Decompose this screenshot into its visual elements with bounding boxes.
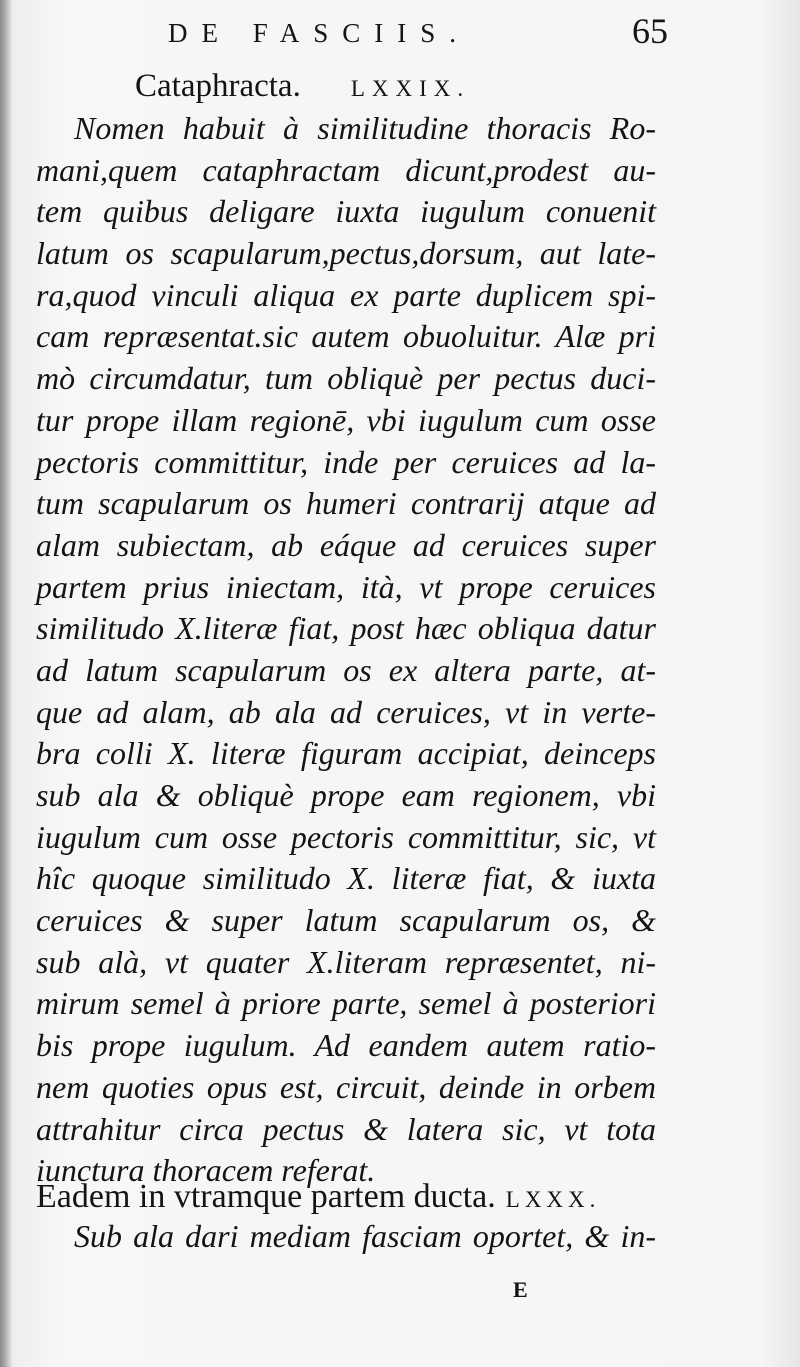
text-line: iunctura thoracem referat. (36, 1152, 376, 1189)
text-line: ceruices & super latum scapularum os, & (36, 902, 656, 939)
section-body-lxxix (36, 108, 656, 1192)
page-number: 65 (632, 11, 668, 51)
section-number: LXXX. (505, 1187, 601, 1212)
text-line: bra colli X. literæ figuram accipiat, deinceps (36, 735, 656, 772)
section-title: Cataphracta. (135, 68, 301, 104)
text-line: mirum semel à priore parte, semel à posteriori (36, 985, 656, 1022)
text-line: Nomen habuit à similitudine thoracis Ro- (74, 110, 656, 146)
text-line: alam subiectam, ab eáque ad ceruices super (36, 526, 656, 563)
text-line: cam repræsentat.sic autem obuoluitur. Alæ pri (36, 318, 656, 355)
text-line: bis prope iugulum. Ad eandem autem ratio- (36, 1027, 656, 1064)
text-line: Sub ala dari mediam fasciam oportet, & in- (74, 1218, 656, 1254)
section-number: LXXIX. (350, 76, 471, 101)
section-title: Eadem in vtramque partem ducta. (36, 1178, 496, 1215)
text-line: que ad alam, ab ala ad ceruices, vt in verte- (36, 693, 656, 730)
text-line: sub ala & obliquè prope eam regionem, vbi (36, 777, 656, 813)
text-line: partem prius iniectam, ità, vt prope ceruices (36, 568, 656, 605)
text-line: hîc quoque similitudo X. literæ fiat, & iuxta (36, 860, 656, 897)
text-line: iugulum cum osse pectoris committitur, sic, vt (36, 818, 656, 855)
text-line: attrahitur circa pectus & latera sic, vt tota (36, 1110, 656, 1147)
section-heading-lxxx (36, 1178, 616, 1216)
text-line: nem quoties opus est, circuit, deinde in orbem (36, 1068, 656, 1105)
text-line: ad latum scapularum os ex altera parte, at- (36, 651, 656, 688)
running-head: DE FASCIIS. (168, 18, 471, 48)
text-line: ra,quod vinculi aliqua ex parte duplicem spi- (36, 276, 656, 313)
signature-mark: E (513, 1277, 528, 1302)
text-line: tur prope illam regionē, vbi iugulum cum osse (36, 401, 656, 438)
text-line: pectoris committitur, inde per ceruices ad la- (36, 443, 656, 480)
text-line: mani,quem cataphractam dicunt,prodest au- (36, 151, 656, 188)
text-line: sub alà, vt quater X.literam repræsentet, ni- (36, 943, 656, 980)
text-line: latum os scapularum,pectus,dorsum, aut late- (36, 235, 656, 272)
text-line: similitudo X.literæ fiat, post hæc obliqua datur (36, 610, 656, 647)
text-line: mò circumdatur, tum obliquè per pectus duci- (36, 360, 656, 397)
text-line: tum scapularum os humeri contrarij atque ad (36, 485, 656, 522)
section-body-lxxx (36, 1216, 656, 1258)
gutter-shadow (0, 0, 12, 1367)
section-heading-lxxix (135, 68, 715, 105)
text-line: tem quibus deligare iuxta iugulum conuenit (36, 193, 656, 230)
